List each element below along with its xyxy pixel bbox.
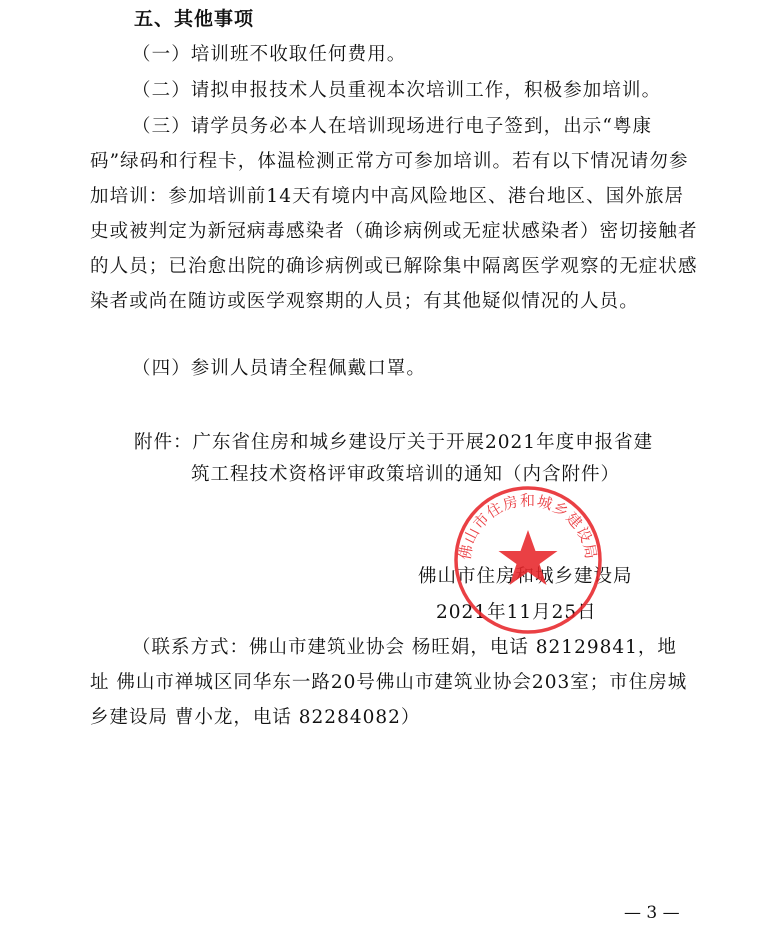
section-title: 五、其他事项: [134, 8, 255, 30]
item-2: （二）请拟申报技术人员重视本次培训工作，积极参加培训。: [132, 80, 662, 101]
item-4: （四）参训人员请全程佩戴口罩。: [132, 358, 427, 379]
signature-org: 佛山市住房和城乡建设局: [418, 566, 633, 587]
official-seal-icon: [452, 484, 604, 636]
item-3: （三）请学员务必本人在培训现场进行电子签到，出示“粤康码”绿码和行程卡，体温检测正常方可参加培训。若有以下情况请勿参加培训：参加培训前14天有境内中高风险地区、港台地区、国外旅居史或被判定为新冠病毒感染者（确诊病例或无症状感染者）密切接触者的人员；已治愈出院的确诊病例或已解除集中隔离医学观察的无症状感染者或尚在随访或医学观察期的人员；有其他疑似情况的人员。: [90, 116, 698, 312]
attachment-line-2: 筑工程技术资格评审政策培训的通知（内含附件）: [191, 464, 621, 485]
contact-info: （联系方式：佛山市建筑业协会 杨旺娟，电话 82129841，地址 佛山市禅城区同华东一路20号佛山市建筑业协会203室；市住房城乡建设局 曹小龙，电话 82284082）: [90, 637, 688, 728]
svg-text:佛山市住房和城乡建设局: 佛山市住房和城乡建设局: [455, 491, 601, 562]
signature-date: 2021年11月25日: [436, 602, 597, 623]
attachment-line-1: 附件：广东省住房和城乡建设厅关于开展2021年度申报省建: [134, 432, 654, 453]
item-1: （一）培训班不收取任何费用。: [132, 44, 407, 65]
page-number: — 3 —: [624, 903, 680, 923]
